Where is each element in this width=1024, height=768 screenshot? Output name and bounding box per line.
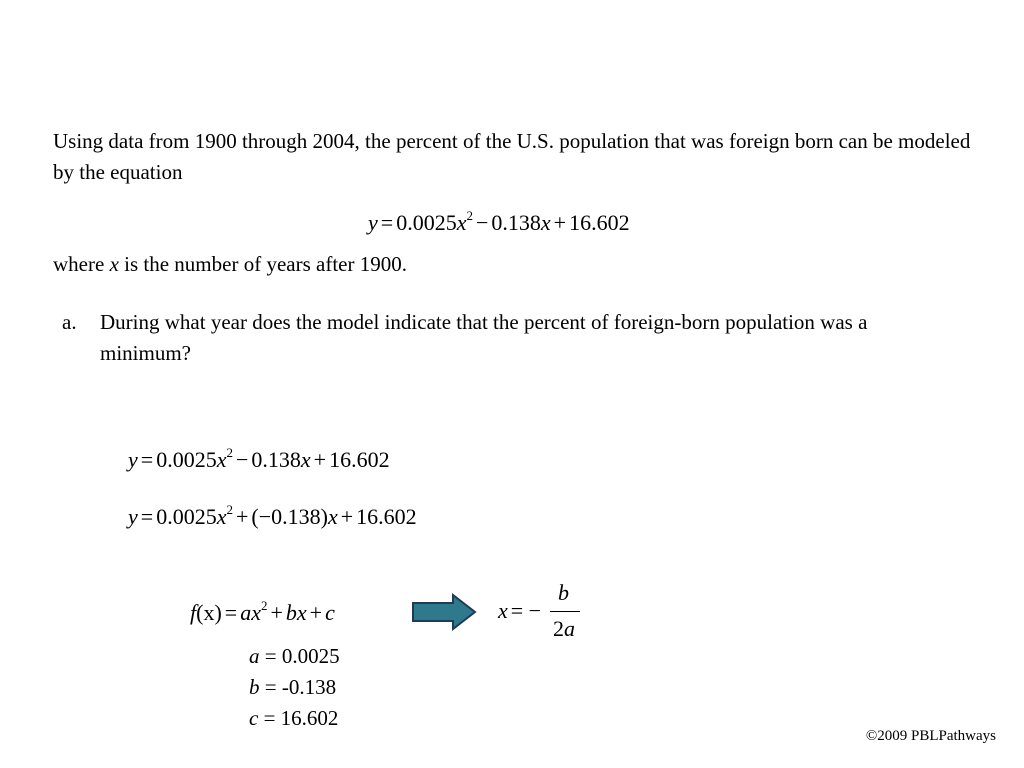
vf-den-num: 2 — [553, 616, 564, 641]
right-arrow-icon — [411, 593, 477, 631]
coef-b-name: b — [249, 675, 260, 699]
coef-b-eq: = — [259, 675, 282, 699]
fraction-bar — [550, 611, 580, 612]
coef-a-value: 0.0025 — [281, 644, 340, 668]
where-line — [53, 250, 407, 278]
gf-exponent: 2 — [260, 598, 268, 613]
gf-arg: (x) — [196, 600, 222, 625]
coef-a-name: a — [249, 644, 260, 668]
vf-den-var: a — [564, 616, 575, 641]
w2-constant: 16.602 — [356, 504, 417, 529]
w1-var-a: x — [216, 447, 227, 472]
w2-paren-b: (−0.138) — [251, 504, 328, 529]
gf-equals: = — [224, 600, 238, 625]
w2-plus-2: + — [340, 504, 354, 529]
coef-c-eq: = — [258, 706, 281, 730]
gf-b: b — [285, 600, 297, 625]
eq-exponent: 2 — [466, 208, 473, 223]
gf-f: f — [190, 600, 197, 625]
eq-plus: + — [553, 210, 567, 235]
work-equation-1 — [128, 447, 390, 473]
w2-lhs: y — [128, 504, 138, 529]
gf-plus-2: + — [309, 600, 323, 625]
w1-exponent: 2 — [226, 445, 233, 460]
w2-coef-a: 0.0025 — [156, 504, 217, 529]
eq-var-a: x — [456, 210, 467, 235]
eq-coef-b: 0.138 — [491, 210, 541, 235]
w1-var-b: x — [300, 447, 311, 472]
where-var: x — [109, 252, 119, 276]
main-equation — [368, 210, 630, 236]
coef-c-name: c — [249, 706, 259, 730]
eq-coef-a: 0.0025 — [396, 210, 457, 235]
where-suffix: is the number of years after 1900. — [118, 252, 407, 276]
eq-equals: = — [380, 210, 394, 235]
copyright-footer: ©2009 PBLPathways — [865, 728, 996, 744]
vf-lhs: x — [498, 598, 508, 623]
coef-a-eq: = — [259, 644, 282, 668]
coefficient-a — [249, 642, 340, 670]
eq-constant: 16.602 — [569, 210, 630, 235]
work-equation-2 — [128, 504, 417, 530]
w1-plus: + — [313, 447, 327, 472]
w1-constant: 16.602 — [329, 447, 390, 472]
w2-equals: = — [140, 504, 154, 529]
question-a-text: During what year does the model indicate that the percent of foreign-born population was a minimum? — [100, 310, 868, 365]
w1-coef-b: 0.138 — [251, 447, 301, 472]
gf-x1: x — [251, 600, 261, 625]
w2-var-a: x — [216, 504, 227, 529]
w2-exponent: 2 — [226, 502, 233, 517]
coefficient-b — [249, 673, 336, 701]
general-quadratic-form — [190, 600, 335, 626]
w2-var-b: x — [327, 504, 338, 529]
gf-plus: + — [270, 600, 283, 625]
coef-c-value: 16.602 — [280, 706, 339, 730]
w1-lhs: y — [128, 447, 138, 472]
arrow-shape — [413, 595, 475, 629]
eq-var-b: x — [540, 210, 551, 235]
vertex-formula — [498, 580, 618, 650]
coefficient-c — [249, 704, 338, 732]
gf-x2: x — [296, 600, 307, 625]
gf-c: c — [325, 600, 335, 625]
w1-equals: = — [140, 447, 154, 472]
eq-lhs: y — [368, 210, 378, 235]
w1-coef-a: 0.0025 — [156, 447, 217, 472]
question-a-marker: a. — [62, 310, 77, 334]
eq-minus: − — [475, 210, 489, 235]
coef-b-value: -0.138 — [281, 675, 337, 699]
w2-plus: + — [235, 504, 249, 529]
gf-a: a — [240, 600, 252, 625]
vf-equals-minus: = − — [510, 598, 542, 623]
w1-minus: − — [235, 447, 249, 472]
where-prefix: where — [53, 252, 110, 276]
vf-denominator — [553, 616, 575, 642]
vf-numerator: b — [558, 580, 569, 605]
intro-paragraph: Using data from 1900 through 2004, the percent of the U.S. population that was foreign born can be modeled by the equation — [53, 129, 971, 184]
